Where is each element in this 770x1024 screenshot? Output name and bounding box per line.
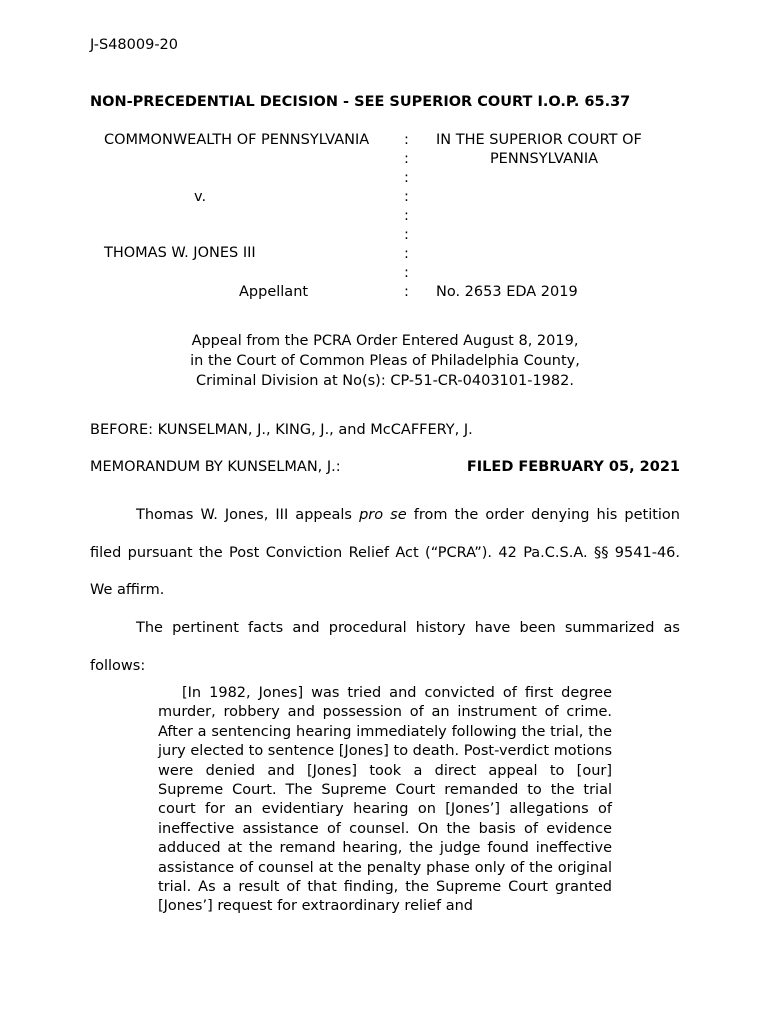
paragraph-text: Thomas W. Jones, III appeals xyxy=(136,507,360,523)
block-quote: [In 1982, Jones] was tried and convicted of first degree murder, robbery and possession of an instrument of crime. After a sentencing hearing immediately following the trial, the jury elected to sentence [Jones] to death. Post-verdict motions were denied and [Jones] took a direct appeal to [our] Supreme Court. The Supreme Court remanded to the trial court for an evidentiary hearing on [Jones’] allegations of ineffective assistance of counsel. On the basis of evidence adduced at the remand hearing, the judge found ineffective assistance of counsel at the penalty phase only of the original trial. As a result of that finding, the Supreme Court granted [Jones’] request for extraordinary relief and xyxy=(158,685,612,915)
caption-colon: : xyxy=(404,227,409,243)
versus: v. xyxy=(194,189,207,205)
appeal-from-line2: in the Court of Common Pleas of Philadelphia County, xyxy=(190,353,580,369)
appeal-from-line1: Appeal from the PCRA Order Entered August 8, 2019, xyxy=(191,333,579,349)
filed-date: FILED FEBRUARY 05, 2021 xyxy=(466,459,680,475)
caption-colon: : xyxy=(404,284,409,300)
party-commonwealth: COMMONWEALTH OF PENNSYLVANIA xyxy=(104,132,370,148)
appellant-role: Appellant xyxy=(239,284,309,300)
paragraph-text: from the order denying his petition filed pursuant the Post Conviction Relief Act (“PCRA”). 42 Pa.C.S.A. §§ 9541-46. We affirm. xyxy=(90,507,680,598)
pro-se-italic: pro se xyxy=(359,507,407,523)
caption-colon: : xyxy=(404,265,409,281)
caption-colon: : xyxy=(404,170,409,186)
party-appellant-name: THOMAS W. JONES III xyxy=(104,245,256,261)
appeal-from-line3: Criminal Division at No(s): CP-51-CR-0403101-1982. xyxy=(196,373,574,389)
caption-colon: : xyxy=(404,189,409,205)
caption-colon: : xyxy=(404,132,409,148)
court-name-line1: IN THE SUPERIOR COURT OF xyxy=(436,132,642,148)
facts-paragraph: The pertinent facts and procedural history have been summarized as follows: xyxy=(90,620,680,674)
caption-colon: : xyxy=(404,246,409,262)
caption-colon: : xyxy=(404,208,409,224)
docket-number: J-S48009-20 xyxy=(90,37,179,53)
panel-before: BEFORE: KUNSELMAN, J., KING, J., and McCAFFERY, J. xyxy=(90,422,473,438)
case-number: No. 2653 EDA 2019 xyxy=(436,284,578,300)
opening-paragraph xyxy=(90,497,680,610)
appeal-from-block xyxy=(150,331,620,391)
non-precedential-notice: NON-PRECEDENTIAL DECISION - SEE SUPERIOR COURT I.O.P. 65.37 xyxy=(90,94,631,110)
caption-colon: : xyxy=(404,151,409,167)
court-name-line2: PENNSYLVANIA xyxy=(489,151,599,167)
memorandum-author: MEMORANDUM BY KUNSELMAN, J.: xyxy=(90,459,341,475)
